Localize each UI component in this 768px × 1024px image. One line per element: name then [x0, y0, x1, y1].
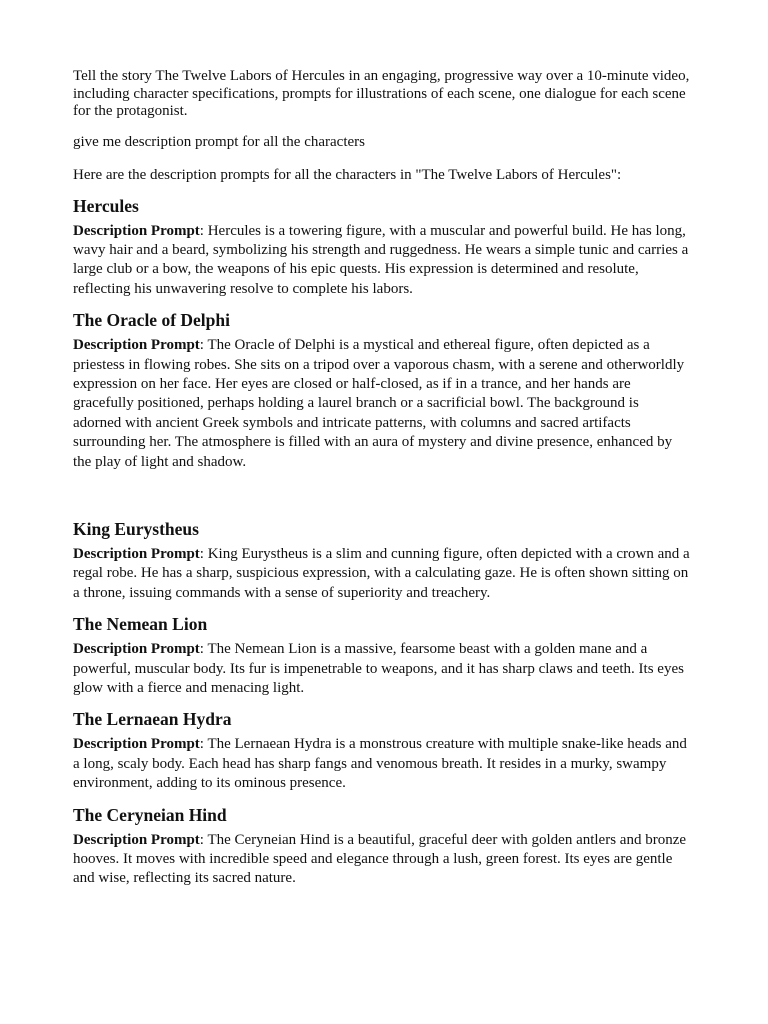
description-label: Description Prompt: [73, 222, 200, 239]
character-description: [73, 222, 690, 300]
character-description: [73, 336, 690, 472]
description-text: : King Eurystheus is a slim and cunning figure, often depicted with a crown and a regal robe. He has a sharp, suspicious expression, with a calculating gaze. He is often shown sitting on a throne, issuing commands with a sense of superiority and treachery.: [73, 545, 690, 601]
character-section-eurystheus: [73, 518, 690, 603]
section-spacer: [73, 482, 690, 518]
description-text: : The Nemean Lion is a massive, fearsome beast with a golden mane and a powerful, muscular body. Its fur is impenetrable to weapons, and it has sharp claws and teeth. Its eyes glow with a fierce and menacing light.: [73, 641, 684, 696]
description-text: : The Oracle of Delphi is a mystical and ethereal figure, often depicted as a priestess in flowing robes. She sits on a tripod over a vaporous chasm, with a serene and otherworldly expression on her face. Her eyes are closed or half-closed, as if in a trance, and her hands are gracefully positioned, perhaps holding a laurel branch or a sacrificial bowl. The background is adorned with ancient Greek symbols and intricate patterns, with columns and sacred artifacts surrounding her. The atmosphere is filled with an aura of mystery and divine presence, enhanced by the play of light and shadow.: [73, 337, 685, 470]
description-text: : The Ceryneian Hind is a beautiful, graceful deer with golden antlers and bronze hooves. It moves with incredible speed and elegance through a lush, green forest. Its eyes are gentle and wise, reflecting its sacred nature.: [73, 831, 687, 887]
description-label: Description Prompt: [73, 545, 200, 562]
character-description: [73, 640, 690, 698]
description-text: : The Lernaean Hydra is a monstrous creature with multiple snake-like heads and a long, scaly body. Each head has sharp fangs and venomous breath. It resides in a murky, swampy environment, adding to its ominous presence.: [73, 736, 687, 792]
user-prompt-1: Tell the story The Twelve Labors of Hercules in an engaging, progressive way over a 10-minute video, including character specifications, prompts for illustrations of each scene, one dialogue for each scene for the protagonist.: [73, 68, 690, 119]
user-prompt-2: give me description prompt for all the characters: [73, 133, 365, 150]
response-intro: Here are the description prompts for all the characters in "The Twelve Labors of Hercules":: [73, 167, 622, 183]
character-section-oracle: [73, 309, 690, 472]
description-label: Description Prompt: [73, 337, 200, 354]
character-section-ceryneian-hind: [73, 804, 690, 889]
character-description: [73, 831, 690, 889]
character-heading: King Eurystheus: [73, 518, 199, 539]
character-section-nemean-lion: [73, 613, 690, 698]
character-description: [73, 545, 690, 603]
description-label: Description Prompt: [73, 831, 200, 848]
character-section-hercules: [73, 195, 690, 300]
character-heading: The Ceryneian Hind: [73, 804, 227, 825]
character-section-hydra: [73, 708, 690, 793]
character-heading: Hercules: [73, 195, 139, 216]
character-heading: The Nemean Lion: [73, 614, 208, 635]
character-description: [73, 735, 690, 793]
character-heading: The Lernaean Hydra: [73, 709, 232, 730]
character-heading: The Oracle of Delphi: [73, 310, 230, 331]
description-label: Description Prompt: [73, 736, 200, 753]
description-text: : Hercules is a towering figure, with a muscular and powerful build. He has long, wavy hair and a beard, symbolizing his strength and ruggedness. He wears a simple tunic and carries a large club or a bow, the weapons of his epic quests. His expression is determined and resolute, reflecting his unwavering resolve to complete his labors.: [73, 222, 689, 297]
description-label: Description Prompt: [73, 641, 200, 658]
